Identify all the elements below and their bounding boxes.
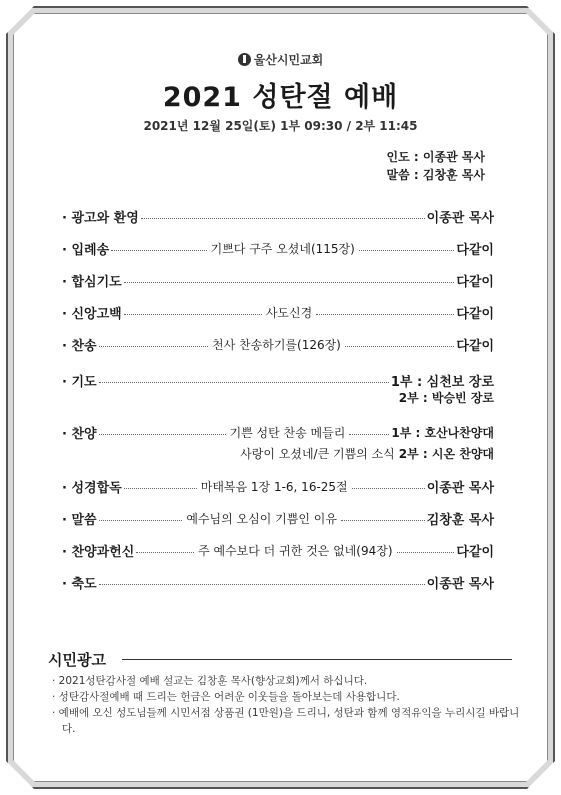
- service-leaders: [387, 148, 485, 184]
- church-name-text: 울산시민교회: [253, 53, 324, 67]
- leader-preacher: 말씀 : 김창훈 목사: [386, 168, 485, 182]
- announcement-item: · 성탄감사절예배 때 드리는 헌금은 어려운 이웃들을 돌아보는데 사용합니다.: [52, 691, 400, 703]
- order-item-scripture: · 성경합독 마태복음 1장 1-6, 16-25절 이종관 목사: [62, 479, 495, 496]
- church-logo-icon: [238, 53, 251, 66]
- order-item-sermon: · 말씀 예수님의 오심이 기쁨인 이유 김창훈 목사: [62, 511, 495, 528]
- announcements-heading: 시민광고: [48, 651, 106, 669]
- order-item-hymn: · 찬송 천사 찬송하기를(126장) 다같이: [62, 337, 495, 354]
- page-title: 2021 성탄절 예배: [162, 82, 399, 113]
- announcements-divider: [122, 659, 512, 660]
- order-item-offering: · 찬양과헌신 주 예수보다 더 귀한 것은 없네(94장) 다같이: [62, 543, 495, 560]
- order-item-creed: · 신앙고백 사도신경 다같이: [62, 305, 495, 322]
- order-item-choir-second: 사랑이 오셨네/큰 기쁨의 소식 2부 : 시온 찬양대: [240, 447, 494, 461]
- order-item-prayer: · 기도 1부 : 심천보 장로: [62, 374, 494, 390]
- announcement-item: · 예배에 오신 성도님들께 시민서점 상품권 (1만원)을 드리니, 성탄과 함께 영적유익을 누리시길 바랍니다.: [52, 707, 520, 735]
- order-item-choir: · 찬양 기쁜 성탄 찬송 메들리 1부 : 호산나찬양대: [62, 425, 494, 442]
- announcement-item: · 2021성탄감사절 예배 설교는 김창훈 목사(향상교회)께서 하십니다.: [52, 675, 368, 687]
- order-item-processional: · 입례송 기쁘다 구주 오셨네(115장) 다같이: [62, 241, 494, 258]
- order-of-service: [62, 207, 494, 591]
- church-name: [0, 51, 561, 68]
- order-item-benediction: · 축도 이종관 목사: [62, 576, 494, 592]
- announcements-list: [52, 673, 522, 737]
- order-item-announcements: · 광고와 환영 이종관 목사: [62, 210, 494, 226]
- leader-presider: 인도 : 이종관 목사: [386, 150, 485, 164]
- order-item-prayer-second: 2부 : 박승빈 장로: [398, 391, 494, 405]
- order-item-prayer-together: · 합심기도 다같이: [62, 274, 494, 290]
- service-datetime: 2021년 12월 25일(토) 1부 09:30 / 2부 11:45: [143, 119, 418, 133]
